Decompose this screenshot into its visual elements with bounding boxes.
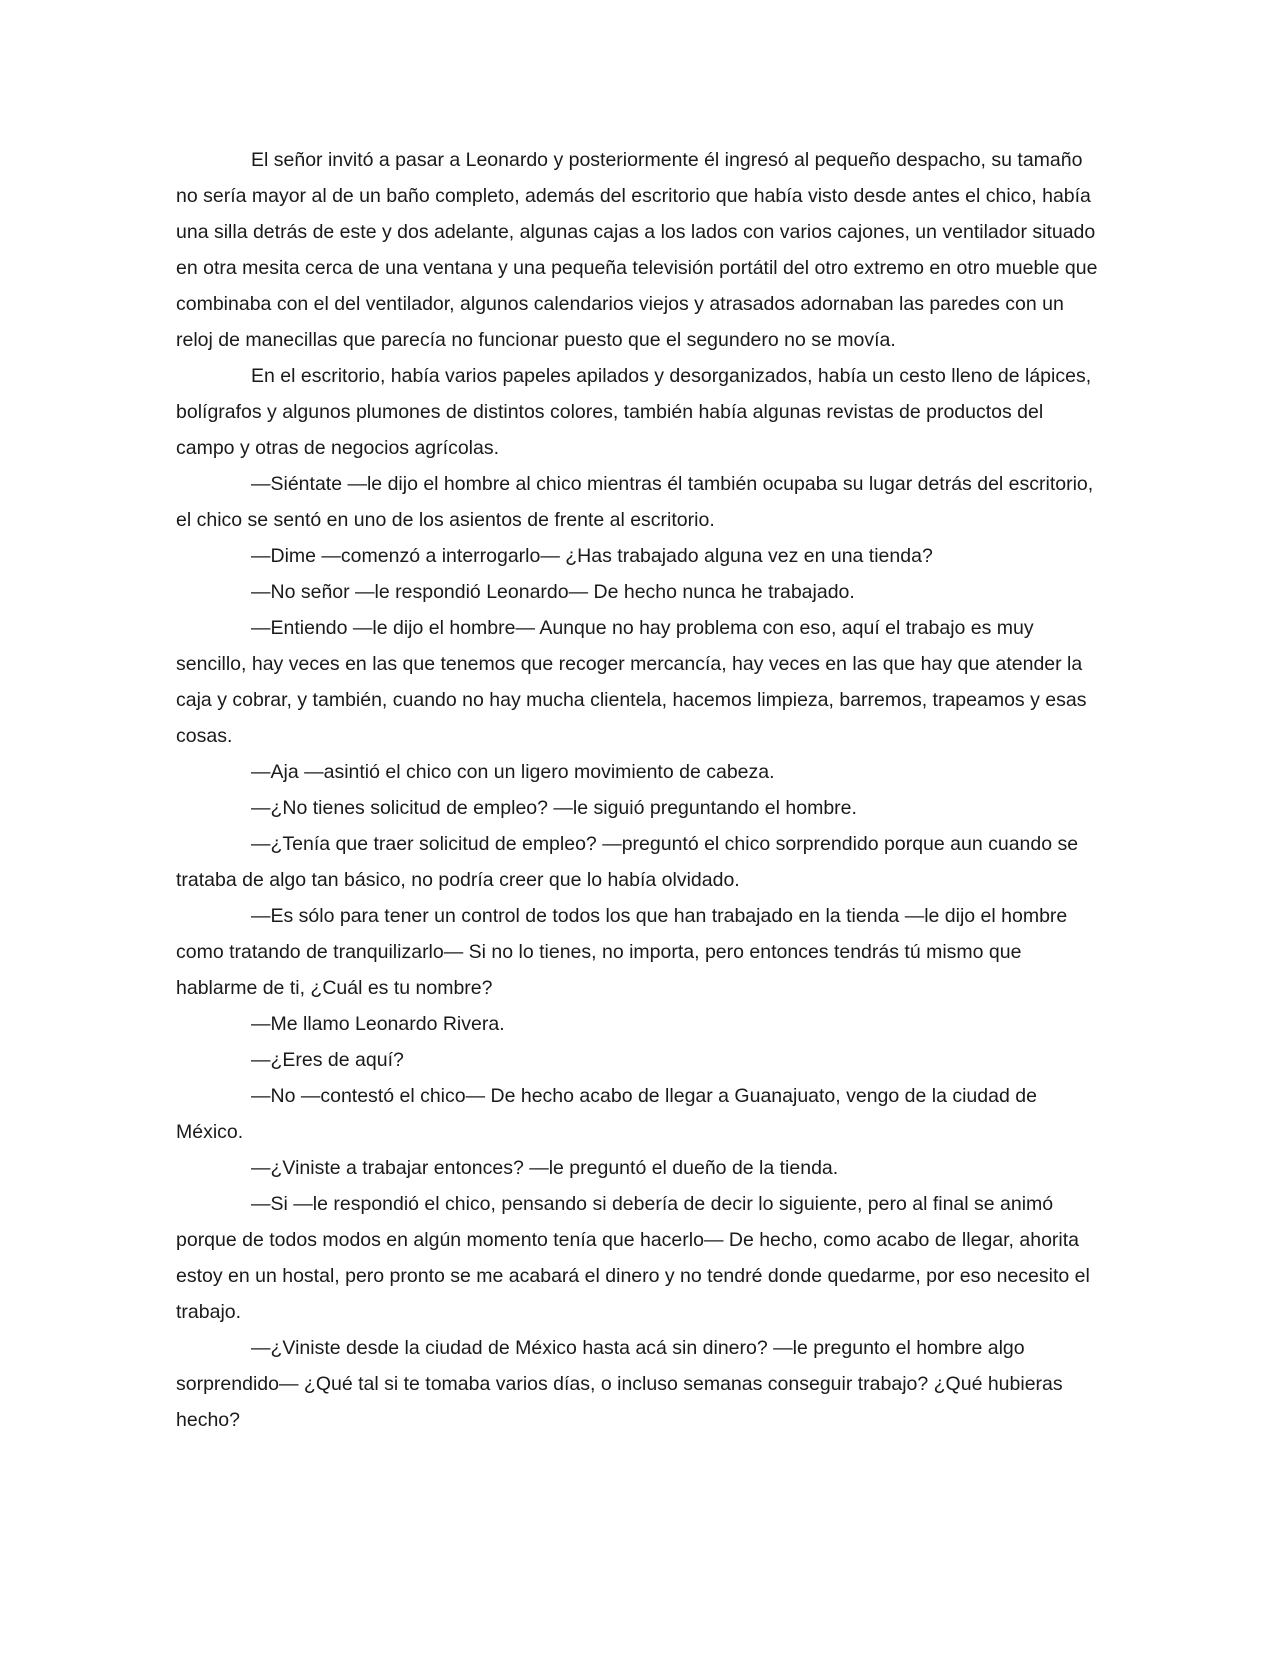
paragraph: —Es sólo para tener un control de todos los que han trabajado en la tienda —le dijo el hombre como tratando de tranquilizarlo— Si no lo tienes, no importa, pero entonces tendrás tú mismo que hablarme de ti, ¿Cuál es tu nombre? <box>176 905 1068 999</box>
paragraph: —¿No tienes solicitud de empleo? —le siguió preguntando el hombre. <box>251 797 857 819</box>
paragraph: —Dime —comenzó a interrogarlo— ¿Has trabajado alguna vez en una tienda? <box>251 545 933 567</box>
paragraph: En el escritorio, había varios papeles apilados y desorganizados, había un cesto lleno de lápices, bolígrafos y algunos plumones de distintos colores, también había algunas revistas de productos del campo y otras de negocios agrícolas. <box>176 365 1092 459</box>
paragraph: —Siéntate —le dijo el hombre al chico mientras él también ocupaba su lugar detrás del escritorio, el chico se sentó en uno de los asientos de frente al escritorio. <box>176 473 1094 531</box>
paragraph: —¿Viniste a trabajar entonces? —le preguntó el dueño de la tienda. <box>251 1157 839 1179</box>
paragraph: —¿Tenía que traer solicitud de empleo? —preguntó el chico sorprendido porque aun cuando se trataba de algo tan básico, no podría creer que lo había olvidado. <box>176 833 1079 891</box>
paragraph: —¿Eres de aquí? <box>251 1049 404 1071</box>
paragraph: El señor invitó a pasar a Leonardo y posteriormente él ingresó al pequeño despacho, su tamaño no sería mayor al de un baño completo, además del escritorio que había visto desde antes el chico, había una silla detrás de este y dos adelante, algunas cajas a los lados con varios cajones, un ventilador situado en otra mesita cerca de una ventana y una pequeña televisión portátil del otro extremo en otro mueble que combinaba con el del ventilador, algunos calendarios viejos y atrasados adornaban las paredes con un reloj de manecillas que parecía no funcionar puesto que el segundero no se movía. <box>176 149 1098 351</box>
paragraph: —Si —le respondió el chico, pensando si debería de decir lo siguiente, pero al final se animó porque de todos modos en algún momento tenía que hacerlo— De hecho, como acabo de llegar, ahorita estoy en un hostal, pero pronto se me acabará el dinero y no tendré donde quedarme, por eso necesito el trabajo. <box>176 1193 1090 1323</box>
paragraph: —No señor —le respondió Leonardo— De hecho nunca he trabajado. <box>251 581 855 603</box>
paragraph: —Aja —asintió el chico con un ligero movimiento de cabeza. <box>251 761 775 783</box>
document-body <box>176 142 1106 1438</box>
paragraph: —¿Viniste desde la ciudad de México hasta acá sin dinero? —le pregunto el hombre algo sorprendido— ¿Qué tal si te tomaba varios días, o incluso semanas conseguir trabajo? ¿Qué hubieras hecho? <box>176 1337 1063 1431</box>
paragraph: —No —contestó el chico— De hecho acabo de llegar a Guanajuato, vengo de la ciudad de México. <box>176 1085 1037 1143</box>
paragraph: —Entiendo —le dijo el hombre— Aunque no hay problema con eso, aquí el trabajo es muy sencillo, hay veces en las que tenemos que recoger mercancía, hay veces en las que hay que atender la caja y cobrar, y también, cuando no hay mucha clientela, hacemos limpieza, barremos, trapeamos y esas cosas. <box>176 617 1087 747</box>
paragraph: —Me llamo Leonardo Rivera. <box>251 1013 505 1035</box>
